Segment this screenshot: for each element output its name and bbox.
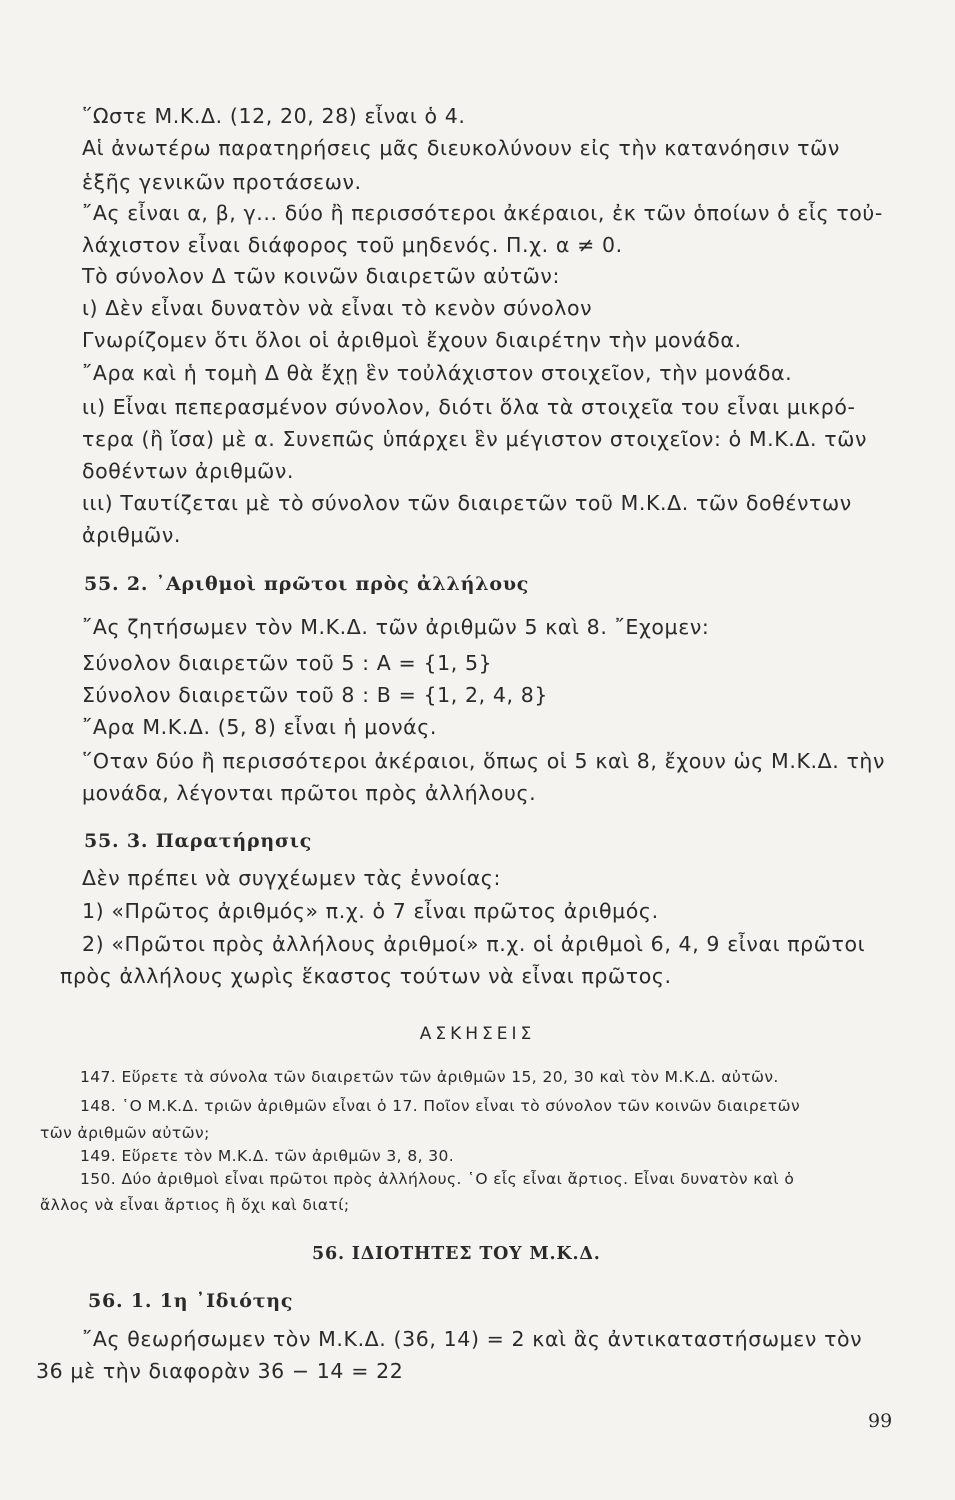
text-line: Δὲν πρέπει νὰ συγχέωμεν τὰς ἐννοίας: [82,866,501,890]
text-line: 1) «Πρῶτος ἀριθμός» π.χ. ὁ 7 εἶναι πρῶτος ἀριθμός. [82,899,659,923]
exercises-heading: ΑΣΚΗΣΕΙΣ [419,1024,536,1044]
text-line: ι) Δὲν εἶναι δυνατὸν νὰ εἶναι τὸ κενὸν σύνολον [82,296,593,320]
text-line: 36 μὲ τὴν διαφορὰν 36 − 14 = 22 [36,1359,404,1383]
text-line: Γνωρίζομεν ὅτι ὅλοι οἱ ἀριθμοὶ ἔχουν διαιρέτην τὴν μονάδα. [82,328,742,352]
text-line: ῞Οταν δύο ἢ περισσότεροι ἀκέραιοι, ὅπως οἱ 5 καὶ 8, ἔχουν ὡς Μ.Κ.Δ. τὴν [82,749,886,773]
text-line: μονάδα, λέγονται πρῶτοι πρὸς ἀλλήλους. [82,781,537,805]
text-line: ιι) Εἶναι πεπερασμένον σύνολον, διότι ὅλα τὰ στοιχεῖα του εἶναι μικρό- [82,395,856,419]
text-line: ιιι) Ταυτίζεται μὲ τὸ σύνολον τῶν διαιρετῶν τοῦ Μ.Κ.Δ. τῶν δοθέντων [82,491,852,515]
chapter-heading: 56. ΙΔΙΟΤΗΤΕΣ ΤΟΥ Μ.Κ.Δ. [312,1244,601,1264]
text-line: ἀριθμῶν. [82,523,181,547]
exercise-line: 148. ῾Ο Μ.Κ.Δ. τριῶν ἀριθμῶν εἶναι ὁ 17. Ποῖον εἶναι τὸ σύνολον τῶν κοινῶν διαιρετῶν [80,1097,801,1115]
text-line: Σύνολον διαιρετῶν τοῦ 8 : Β = {1, 2, 4, 8} [82,683,549,707]
section-heading: 55. 2. ᾽Αριθμοὶ πρῶτοι πρὸς ἀλλήλους [84,573,530,595]
text-line: Τὸ σύνολον Δ τῶν κοινῶν διαιρετῶν αὐτῶν: [82,264,560,288]
text-line: 2) «Πρῶτοι πρὸς ἀλλήλους ἀριθμοί» π.χ. οἱ ἀριθμοὶ 6, 4, 9 εἶναι πρῶτοι [82,932,866,956]
text-line: Σύνολον διαιρετῶν τοῦ 5 : Α = {1, 5} [82,651,493,675]
text-line: Αἱ ἀνωτέρω παρατηρήσεις μᾶς διευκολύνουν εἰς τὴν κατανόησιν τῶν [82,136,840,160]
text-line: ἑξῆς γενικῶν προτάσεων. [82,170,362,194]
text-line: ῎Ας ζητήσωμεν τὸν Μ.Κ.Δ. τῶν ἀριθμῶν 5 καὶ 8. ῎Εχομεν: [82,615,710,639]
exercise-line: 147. Εὕρετε τὰ σύνολα τῶν διαιρετῶν τῶν ἀριθμῶν 15, 20, 30 καὶ τὸν Μ.Κ.Δ. αὐτῶν. [80,1068,779,1086]
text-line: ῎Αρα Μ.Κ.Δ. (5, 8) εἶναι ἡ μονάς. [82,715,438,739]
exercise-line: ἄλλος νὰ εἶναι ἄρτιος ἢ ὄχι καὶ διατί; [40,1196,350,1214]
text-line: δοθέντων ἀριθμῶν. [82,459,295,483]
text-line: τερα (ἢ ἴσα) μὲ α. Συνεπῶς ὑπάρχει ἓν μέγιστον στοιχεῖον: ὁ Μ.Κ.Δ. τῶν [82,427,868,451]
text-line: ῎Ας εἶναι α, β, γ... δύο ἢ περισσότεροι ἀκέραιοι, ἐκ τῶν ὁποίων ὁ εἷς τοὐ- [82,201,883,225]
page-number: 99 [868,1410,893,1432]
text-line: πρὸς ἀλλήλους χωρὶς ἕκαστος τούτων νὰ εἶναι πρῶτος. [60,964,672,988]
text-line: ῎Αρα καὶ ἡ τομὴ Δ θὰ ἔχῃ ἓν τοὐλάχιστον στοιχεῖον, τὴν μονάδα. [82,361,793,385]
text-line: λάχιστον εἶναι διάφορος τοῦ μηδενός. Π.χ. α ≠ 0. [82,233,623,257]
exercise-line: τῶν ἀριθμῶν αὐτῶν; [40,1124,210,1142]
exercise-line: 149. Εὕρετε τὸν Μ.Κ.Δ. τῶν ἀριθμῶν 3, 8, 30. [80,1147,455,1165]
text-line: ῎Ας θεωρήσωμεν τὸν Μ.Κ.Δ. (36, 14) = 2 καὶ ἂς ἀντικαταστήσωμεν τὸν [82,1327,863,1351]
exercise-line: 150. Δύο ἀριθμοὶ εἶναι πρῶτοι πρὸς ἀλλήλους. ῾Ο εἷς εἶναι ἄρτιος. Εἶναι δυνατὸν καὶ ὁ [80,1170,795,1188]
text-line: ῞Ωστε Μ.Κ.Δ. (12, 20, 28) εἶναι ὁ 4. [82,104,466,128]
section-heading: 56. 1. 1η ᾽Ιδιότης [88,1290,294,1312]
section-heading: 55. 3. Παρατήρησις [84,830,313,852]
